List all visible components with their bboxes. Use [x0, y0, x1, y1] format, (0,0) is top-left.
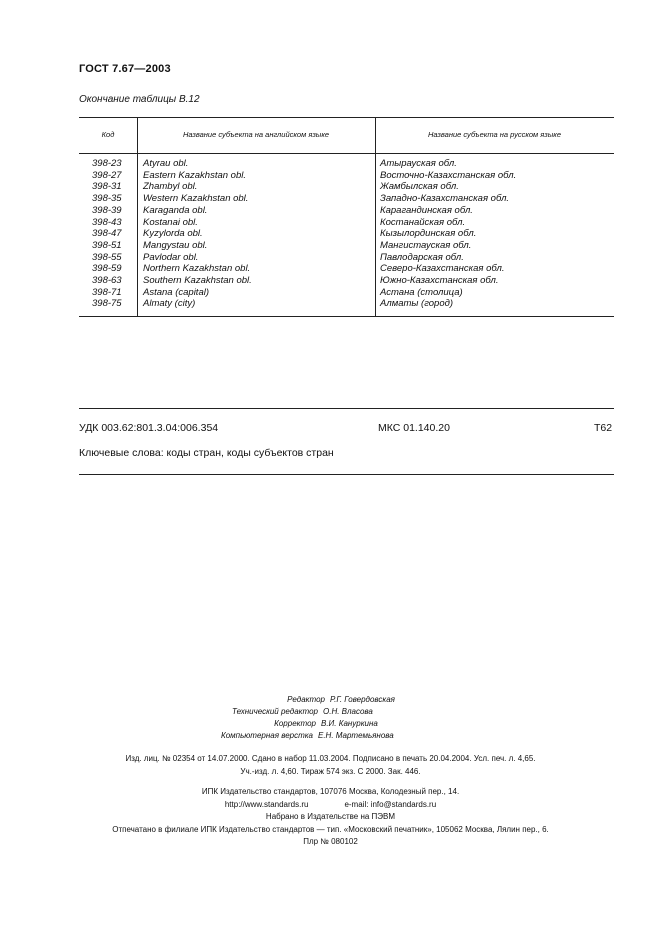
table-caption: Окончание таблицы В.12 [79, 94, 200, 105]
table-cell: 398-31 [92, 181, 122, 193]
table-cell: Павлодарская обл. [380, 251, 464, 263]
credits-block [0, 694, 661, 742]
print-info-line: Изд. лиц. № 02354 от 14.07.2000. Сдано в набор 11.03.2004. Подписано в печать 20.04.2004. Усл. печ. л. 4,65. [125, 754, 536, 763]
imprint-contacts [0, 799, 661, 812]
table-cell: Karaganda obl. [143, 204, 208, 216]
imprint-website: http://www.standards.ru [224, 799, 309, 809]
credit-role: Компьютерная верстка [221, 731, 313, 740]
table-cell: Астана (столица) [380, 286, 463, 298]
table-cell: Kostanai obl. [143, 216, 198, 228]
table-cell: Southern Kazakhstan obl. [143, 275, 252, 287]
publisher-imprint [0, 786, 661, 849]
table-cell: Южно-Казахстанская обл. [380, 275, 499, 287]
column-header-english: Название субъекта на английском языке [182, 130, 330, 139]
table-cell: Атырауская обл. [380, 158, 457, 169]
document-header: ГОСТ 7.67—2003 [79, 63, 171, 75]
column-header-russian: Название субъекта на русском языке [427, 130, 562, 139]
russian-name-column [380, 158, 516, 310]
table-cell: Жамбылская обл. [380, 181, 459, 193]
print-info [0, 753, 661, 778]
table-cell: 398-55 [92, 251, 122, 263]
imprint-typeset: Набрано в Издательстве на ПЭВМ [265, 812, 396, 821]
regions-table [79, 117, 614, 317]
table-cell: 398-35 [92, 193, 122, 205]
table-cell: Костанайская обл. [380, 216, 466, 228]
table-cell: Восточно-Казахстанская обл. [380, 169, 517, 181]
table-cell: Mangystau obl. [143, 239, 208, 251]
credit-role: Редактор [287, 695, 325, 704]
table-cell: Мангистауская обл. [380, 239, 472, 251]
table-cell: 398-75 [92, 298, 122, 310]
table-cell: 398-51 [92, 239, 122, 251]
table-cell: Almaty (city) [143, 298, 196, 310]
table-cell: Atyrau obl. [143, 158, 189, 169]
code-column [92, 158, 122, 310]
print-info-line: Уч.-изд. л. 4,60. Тираж 574 экз. С 2000. Зак. 446. [240, 766, 421, 776]
table-cell: Алматы (город) [380, 298, 454, 310]
table-column-divider [375, 118, 376, 316]
credit-name: О.Н. Власова [323, 707, 373, 716]
table-cell: Северо-Казахстанская обл. [380, 263, 505, 275]
section-divider [79, 474, 614, 475]
imprint-email: e-mail: info@standards.ru [344, 799, 437, 809]
credit-name: Е.Н. Мартемьянова [318, 731, 394, 740]
udk-code: УДК 003.62:801.3.04:006.354 [79, 422, 219, 434]
table-cell: 398-59 [92, 263, 122, 275]
table-cell: Kyzylorda obl. [143, 228, 203, 240]
table-cell: 398-71 [92, 286, 122, 298]
table-cell: 398-63 [92, 275, 122, 287]
table-cell: Northern Kazakhstan obl. [143, 263, 251, 275]
imprint-license: Плр № 080102 [303, 837, 358, 846]
table-cell: Western Kazakhstan obl. [143, 193, 249, 205]
table-cell: 398-27 [92, 169, 122, 181]
column-header-code: Код [101, 130, 115, 139]
table-cell: 398-43 [92, 216, 122, 228]
table-cell: Zhambyl obl. [143, 181, 198, 193]
imprint-address: ИПК Издательство стандартов, 107076 Москва, Колодезный пер., 14. [201, 787, 460, 796]
credit-role: Корректор [274, 719, 316, 728]
table-cell: Astana (capital) [143, 286, 210, 298]
table-cell: Кызылординская обл. [380, 228, 477, 240]
credit-role: Технический редактор [232, 707, 318, 716]
imprint-printed: Отпечатано в филиале ИПК Издательство стандартов — тип. «Московский печатник», 105062 Москва, Лялин пер., 6. [112, 824, 549, 834]
table-column-divider [137, 118, 138, 316]
mks-code: МКС 01.140.20 [378, 422, 450, 434]
table-header-divider [79, 153, 614, 154]
credit-name: Р.Г. Говердовская [330, 695, 395, 704]
table-cell: 398-39 [92, 204, 122, 216]
keywords: Ключевые слова: коды стран, коды субъектов стран [79, 447, 334, 459]
table-cell: Pavlodar obl. [143, 251, 199, 263]
english-name-column [143, 158, 252, 310]
table-cell: 398-47 [92, 228, 122, 240]
section-divider [79, 408, 614, 409]
classification-code: Т62 [594, 422, 613, 434]
table-cell: Eastern Kazakhstan obl. [143, 169, 246, 181]
credit-name: В.И. Кануркина [321, 719, 378, 728]
table-cell: Западно-Казахстанская обл. [380, 193, 510, 205]
table-cell: Карагандинская обл. [380, 204, 473, 216]
table-cell: 398-23 [92, 158, 122, 169]
